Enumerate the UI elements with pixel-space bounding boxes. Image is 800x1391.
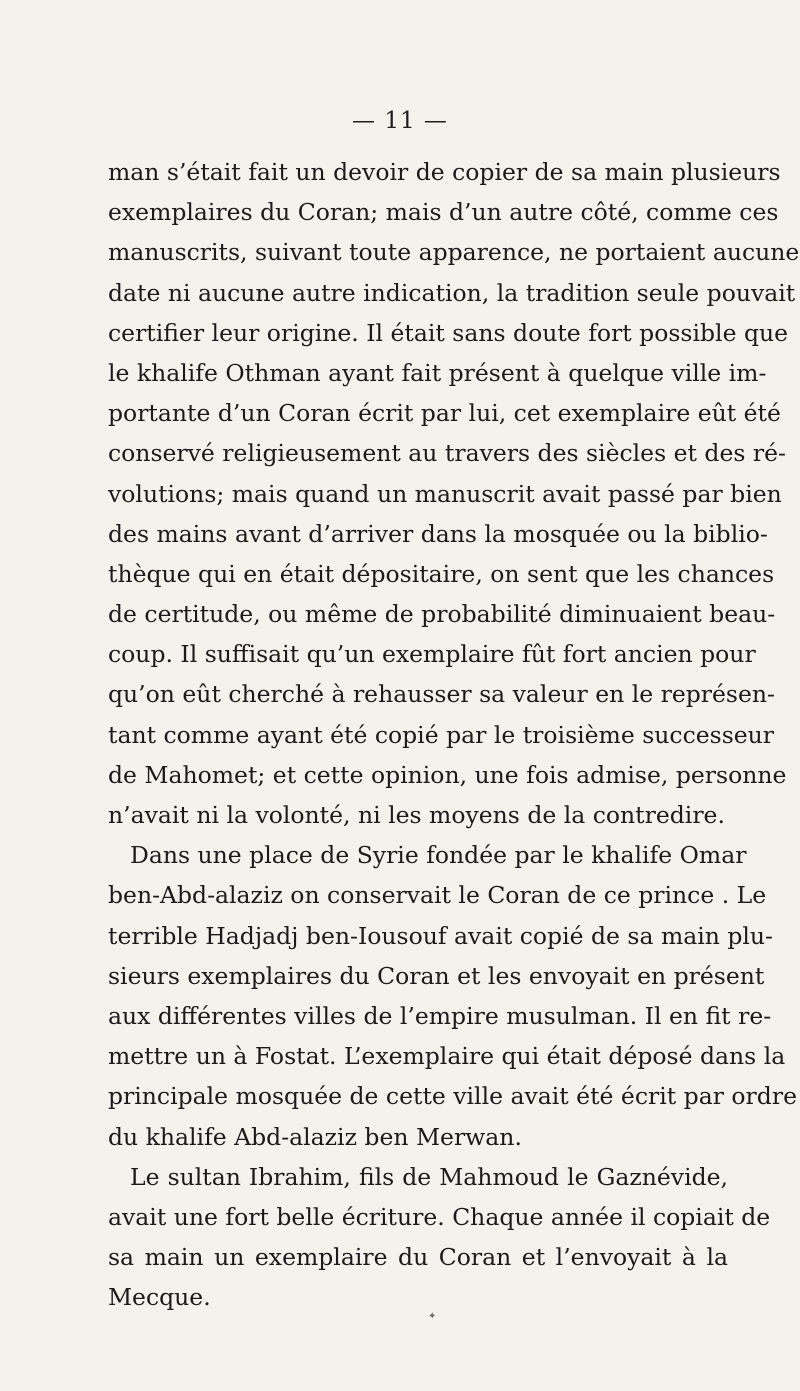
text-line: aux différentes villes de l’empire musulman. Il en fit re- xyxy=(108,1001,772,1030)
text-line: n’avait ni la volonté, ni les moyens de la contredire. xyxy=(108,801,725,829)
text-line: mettre un à Fostat. L’exemplaire qui était déposé dans la xyxy=(108,1042,786,1071)
text-line: tant comme ayant été copié par le troisième successeur xyxy=(108,720,775,749)
text-line: le khalife Othman ayant fait présent à quelque ville im- xyxy=(108,358,767,387)
text-line: certifier leur origine. Il était sans doute fort possible que xyxy=(108,318,789,347)
text-line: qu’on eût cherché à rehausser sa valeur en le représen- xyxy=(108,680,775,709)
text-line: des mains avant d’arriver dans la mosquée ou la biblio- xyxy=(108,519,768,548)
text-line: volutions; mais quand un manuscrit avait passé par bien xyxy=(108,479,782,508)
text-line: du khalife Abd-alaziz ben Merwan. xyxy=(108,1122,522,1151)
text-line: ben-Abd-alaziz on conservait le Coran de ce prince . Le xyxy=(108,881,767,910)
text-line: conservé religieusement au travers des siècles et des ré- xyxy=(108,439,786,468)
text-line: Dans une place de Syrie fondée par le khalife Omar xyxy=(130,841,747,870)
text-line: terrible Hadjadj ben-Iousouf avait copié de sa main plu- xyxy=(108,921,773,950)
text-line: Mecque. xyxy=(108,1283,211,1312)
text-line: date ni aucune autre indication, la tradition seule pouvait xyxy=(108,278,796,307)
body-text xyxy=(108,152,800,1317)
text-line: de Mahomet; et cette opinion, une fois admise, personne xyxy=(108,760,787,789)
text-line: principale mosquée de cette ville avait été écrit par ordre xyxy=(108,1082,797,1111)
text-line: avait une fort belle écriture. Chaque année il copiait de xyxy=(108,1202,771,1231)
printer-mark-icon: ✦ xyxy=(428,1311,437,1322)
text-line: manuscrits, suivant toute apparence, ne portaient aucune xyxy=(108,238,800,267)
text-line: de certitude, ou même de probabilité diminuaient beau- xyxy=(108,600,776,629)
text-line: sieurs exemplaires du Coran et les envoyait en présent xyxy=(108,961,765,990)
text-line: sa main un exemplaire du Coran et l’envoyait à la xyxy=(108,1243,728,1272)
page-number: — 11 — xyxy=(352,108,448,134)
text-line: Le sultan Ibrahim, fils de Mahmoud le Gaznévide, xyxy=(130,1162,728,1191)
text-line: coup. Il suffisait qu’un exemplaire fût fort ancien pour xyxy=(108,640,756,669)
text-line: exemplaires du Coran; mais d’un autre côté, comme ces xyxy=(108,198,779,227)
text-line: man s’était fait un devoir de copier de sa main plusieurs xyxy=(108,158,781,186)
text-line: thèque qui en était dépositaire, on sent que les chances xyxy=(108,559,775,588)
text-line: portante d’un Coran écrit par lui, cet exemplaire eût été xyxy=(108,399,781,428)
